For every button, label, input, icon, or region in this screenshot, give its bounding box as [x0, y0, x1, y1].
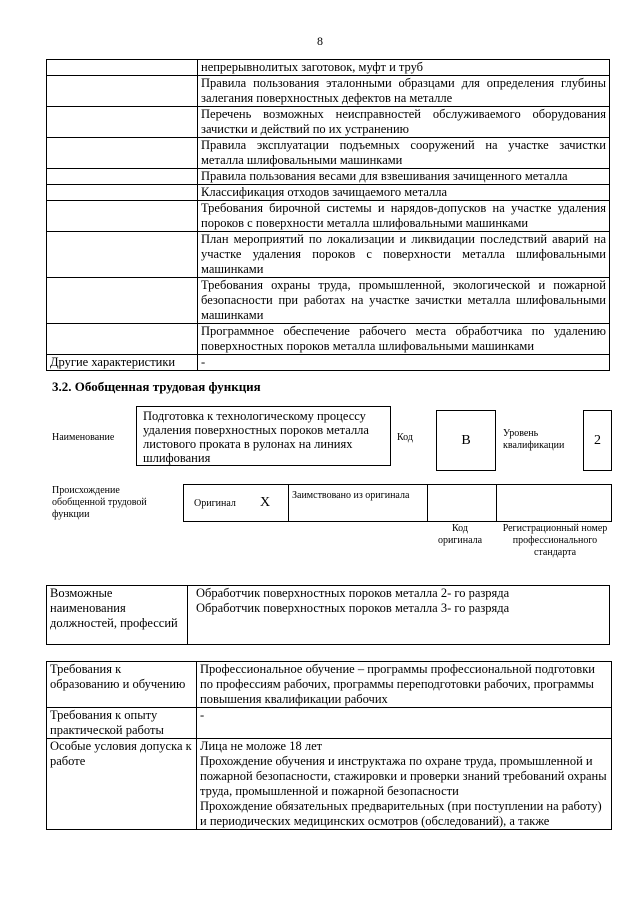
- row-label: [47, 232, 198, 278]
- row-text: Правила пользования эталонными образцами для определения глубины залегания поверхностных дефектов на металле: [198, 76, 610, 107]
- table-row: [47, 586, 610, 645]
- table-row: [47, 708, 612, 739]
- req-value: [197, 662, 612, 708]
- code-caption: Код оригинала: [437, 523, 483, 546]
- row-text: План мероприятий по локализации и ликвидации последствий аварий на участке удаления пороков с поверхности металла шлифовальными машинками: [198, 232, 610, 278]
- original-mark: X: [260, 495, 271, 510]
- row-label: [47, 201, 198, 232]
- req-label: Особые условия допуска к работе: [47, 739, 197, 830]
- row-label: [47, 185, 198, 201]
- borrowed-label: Заимствовано из оригинала: [292, 490, 410, 501]
- row-text: Требования бирочной системы и нарядов-допусков на участке удаления пороков с поверхности металла шлифовальными машинками: [198, 201, 610, 232]
- req-line: -: [200, 708, 205, 722]
- page-number: 8: [317, 34, 323, 48]
- req-line: Лица не моложе 18 лет: [200, 739, 323, 753]
- table-row: [47, 232, 610, 278]
- level-label: Уровень квалификации: [503, 428, 565, 451]
- table-row: [47, 185, 610, 201]
- row-label: [47, 278, 198, 324]
- positions-values: [188, 586, 610, 645]
- row-label: [47, 60, 198, 76]
- table-row: [47, 138, 610, 169]
- req-label: Требования к образованию и обучению: [47, 662, 197, 708]
- origin-table: [183, 484, 612, 522]
- table-row: [47, 107, 610, 138]
- position-item: Обработчик поверхностных пороков металла 2- го разряда: [196, 586, 510, 600]
- row-label: Другие характеристики: [47, 355, 198, 371]
- divider: [288, 485, 289, 521]
- table-row: [47, 278, 610, 324]
- table-row: [47, 739, 612, 830]
- req-label: Требования к опыту практической работы: [47, 708, 197, 739]
- req-line: Профессиональное обучение – программы профессиональной подготовки по профессиям рабочих, программы переподготовки рабочих, программы повышения квалификации рабочих: [200, 662, 595, 706]
- table-row: [47, 355, 610, 371]
- positions-table: [46, 585, 610, 645]
- table-row: [47, 201, 610, 232]
- knowledge-table: [46, 59, 610, 371]
- positions-label: Возможные наименования должностей, профессий: [47, 586, 188, 645]
- requirements-table: [46, 661, 612, 830]
- row-text: -: [198, 355, 610, 371]
- row-text: Перечень возможных неисправностей обслуживаемого оборудования зачистки и действий по их устранению: [198, 107, 610, 138]
- row-label: [47, 324, 198, 355]
- table-row: [47, 169, 610, 185]
- row-text: Требования охраны труда, промышленной, экологической и пожарной безопасности при работах на участке зачистки металла шлифовальными машинками: [198, 278, 610, 324]
- name-label: Наименование: [52, 432, 115, 443]
- table-row: [47, 76, 610, 107]
- req-line: Прохождение обучения и инструктажа по охране труда, промышленной и пожарной безопасности, стажировки и проверки знаний требований охраны труда, промышленной и пожарной безопасности: [200, 754, 607, 798]
- position-item: Обработчик поверхностных пороков металла 3- го разряда: [196, 601, 510, 615]
- origin-label: Происхождение обобщенной трудовой функции: [52, 485, 147, 520]
- table-row: [47, 662, 612, 708]
- reg-caption: Регистрационный номер профессионального стандарта: [502, 523, 608, 558]
- row-label: [47, 169, 198, 185]
- row-label: [47, 76, 198, 107]
- row-text: Правила эксплуатации подъемных сооружений на участке зачистки металла шлифовальными машинками: [198, 138, 610, 169]
- table-row: [47, 324, 610, 355]
- original-label: Оригинал: [194, 498, 236, 509]
- table-row: [47, 60, 610, 76]
- level-value: 2: [583, 410, 612, 471]
- row-text: Правила пользования весами для взвешивания зачищенного металла: [198, 169, 610, 185]
- row-text: Классификация отходов зачищаемого металла: [198, 185, 610, 201]
- req-line: Прохождение обязательных предварительных (при поступлении на работу) и периодических медицинских осмотров (обследований), а также: [200, 799, 602, 828]
- name-value: Подготовка к технологическому процессу удаления поверхностных пороков металла листового проката в рулонах на линиях шлифования: [136, 406, 391, 466]
- divider: [427, 485, 428, 521]
- row-label: [47, 138, 198, 169]
- section-heading: 3.2. Обобщенная трудовая функция: [52, 379, 261, 394]
- code-value: B: [436, 410, 496, 471]
- req-value: [197, 739, 612, 830]
- row-text: Программное обеспечение рабочего места обработчика по удалению поверхностных пороков металла шлифовальными машинками: [198, 324, 610, 355]
- row-text: непрерывнолитых заготовок, муфт и труб: [198, 60, 610, 76]
- req-value: [197, 708, 612, 739]
- code-label: Код: [397, 432, 413, 443]
- divider: [496, 485, 497, 521]
- row-label: [47, 107, 198, 138]
